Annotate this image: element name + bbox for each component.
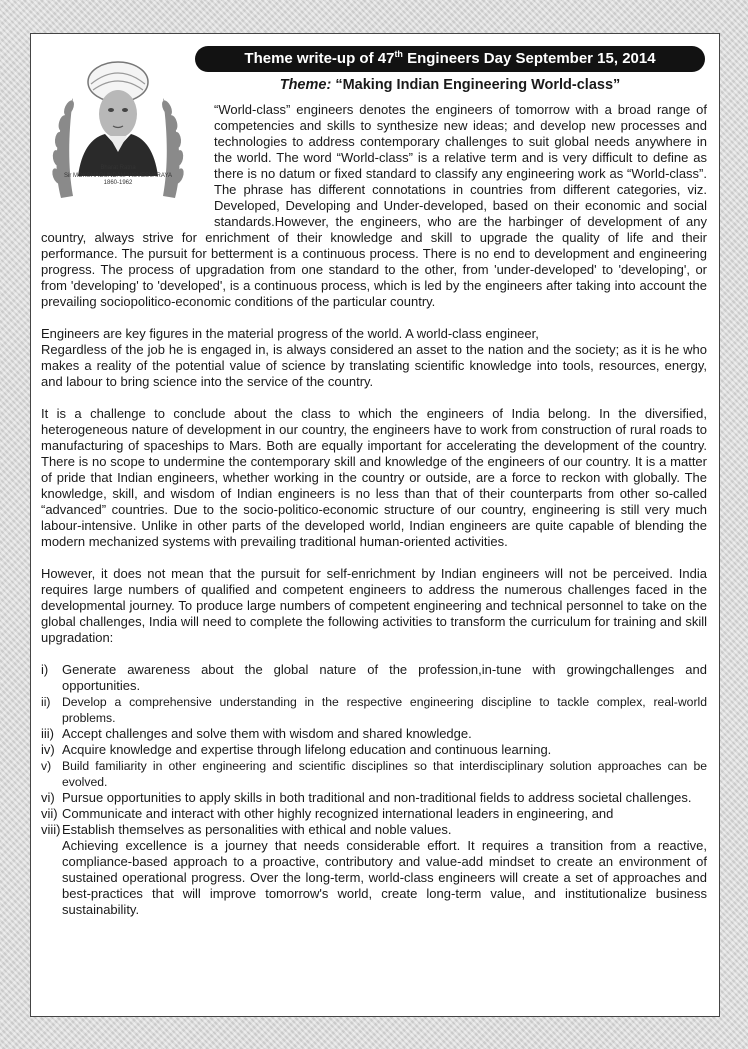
paragraph-intro: “World-class” engineers denotes the engineers of tomorrow with a broad range of competencies and skills to synthesize new ideas; and develop new processes and technologies to address contemporary challenges to suit global needs anywhere in the world. The word “World-class” is a relative term and is very difficult to define as there is no datum or fixed standard to classify any engineering work as “World-class”. The phrase has different connotations in countries from different categories, viz. Developed, Developing and Under-developed, based on their economic and social standards.However, the engineers, who are the harbinger of development of any country, always strive for enrichment of their knowledge and skill to upgrade the quality of life and their performance. The pursuit for betterment is a continuous process. There is no end to development and engineering progress. The process of upgradation from one standard to the other, from 'under-developed' to 'developing', or from 'developing' to 'developed', is a continuous process, which is led by the engineers after taking into account the prevailing sociopolitico-economic conditions of the particular country. [41, 102, 707, 309]
list-item-text: Communicate and interact with other highly recognized international leaders in engineering, and [62, 806, 614, 821]
list-item [41, 726, 707, 742]
list-item-number: ii) [41, 695, 51, 709]
list-item-number: iv) [41, 742, 55, 757]
list-item-text: Establish themselves as personalities with ethical and noble values. [62, 822, 452, 837]
list-item [41, 742, 707, 758]
list-item-number: iii) [41, 726, 54, 741]
document-page [30, 33, 720, 1017]
article-body [41, 102, 707, 934]
list-item-text: Acquire knowledge and expertise through lifelong education and continuous learning. [62, 742, 552, 757]
paragraph-closing: Achieving excellence is a journey that needs considerable effort. It requires a transition from a reactive, compliance-based approach to a proactive, contributory and value-add mindset to create an environment of sustained operational progress. Over the long-term, world-class engineers will create a set of approaches and best-practices that will improve tomorrow's world, create long-term value, and institutionalize business sustainability. [62, 838, 707, 917]
list-item-text: Pursue opportunities to apply skills in both traditional and non-traditional fields to address societal challenges. [62, 790, 692, 805]
theme-label: Theme: [279, 77, 332, 93]
list-item-number: vi) [41, 790, 55, 805]
list-item-text: Build familiarity in other engineering and scientific disciplines so that interdisciplinary solution approaches can be evolved. [62, 759, 707, 789]
theme-title: “Making Indian Engineering World-class” [335, 77, 621, 93]
activities-list [41, 662, 707, 838]
banner-title-post: Engineers Day September 15, 2014 [402, 50, 656, 67]
portrait-caption-line2: Sir MOKSHAGUNDAM VISVESVARAYA [63, 172, 173, 179]
portrait-caption-line3: 1860-1962 [103, 180, 133, 186]
list-item-number: i) [41, 662, 49, 677]
list-item-text: Accept challenges and solve them with wisdom and shared knowledge. [62, 726, 472, 741]
paragraph-challenge: It is a challenge to conclude about the class to which the engineers of India belong. In the diversified, heterogeneous nature of development in our country, the engineers have to work from construction of rural roads to manufacturing of spaceships to Mars. Both are equally important for accelerating the development of the country. There is no scope to undermine the contemporary skill and knowledge of the engineers of our country. It is a matter of pride that Indian engineers, whether working in the country or outside, are a force to reckon with globally. The knowledge, skill, and wisdom of Indian engineers is no less than that of their counterparts from other so-called “advanced” countries. Due to the socio-politico-economic structure of our country, engineering is still very much labour-intensive. Unlike in other parts of the developed world, Indian engineers are quite capable of blending the modern mechanized systems with prevailing traditional human-oriented activities. [41, 406, 707, 549]
list-item-number: vii) [41, 806, 58, 821]
paragraph-key-figures: Engineers are key figures in the material progress of the world. A world-class engineer, [41, 326, 539, 341]
list-item [41, 662, 707, 694]
list-item-number: viii) [41, 822, 61, 837]
paragraph-however: However, it does not mean that the pursuit for self-enrichment by Indian engineers will not be perceived. India requires large numbers of qualified and competent engineers to address the numerous challenges faced in the developmental journey. To produce large numbers of competent engineering and technical personnel to take on the global challenges, India will need to complete the following activities to transform the curriculum for training and skill upgradation: [41, 566, 707, 645]
list-item [41, 758, 707, 790]
portrait-space [41, 102, 214, 224]
list-item-text: Generate awareness about the global nature of the profession,in-tune with growingchallenges and opportunities. [62, 662, 707, 693]
list-item [41, 694, 707, 726]
list-item-number: v) [41, 759, 52, 773]
banner-title-pre: Theme write-up of 47 [244, 50, 395, 67]
theme-heading [195, 77, 705, 93]
title-banner [195, 46, 705, 72]
list-item-text: Develop a comprehensive understanding in the respective engineering discipline to tackle complex, real-world problems. [62, 695, 707, 725]
list-item [41, 822, 707, 838]
list-item [41, 806, 707, 822]
portrait-caption-line1: Bharat Ratna [100, 165, 136, 171]
banner-title-sup: th [394, 49, 403, 59]
list-item [41, 790, 707, 806]
paragraph-regardless: Regardless of the job he is engaged in, is always considered an asset to the nation and the society; as it is he who makes a reality of the potential value of science by translating scientific knowledge into tools, resources, energy, and labour to bring science into the service of the country. [41, 342, 707, 389]
